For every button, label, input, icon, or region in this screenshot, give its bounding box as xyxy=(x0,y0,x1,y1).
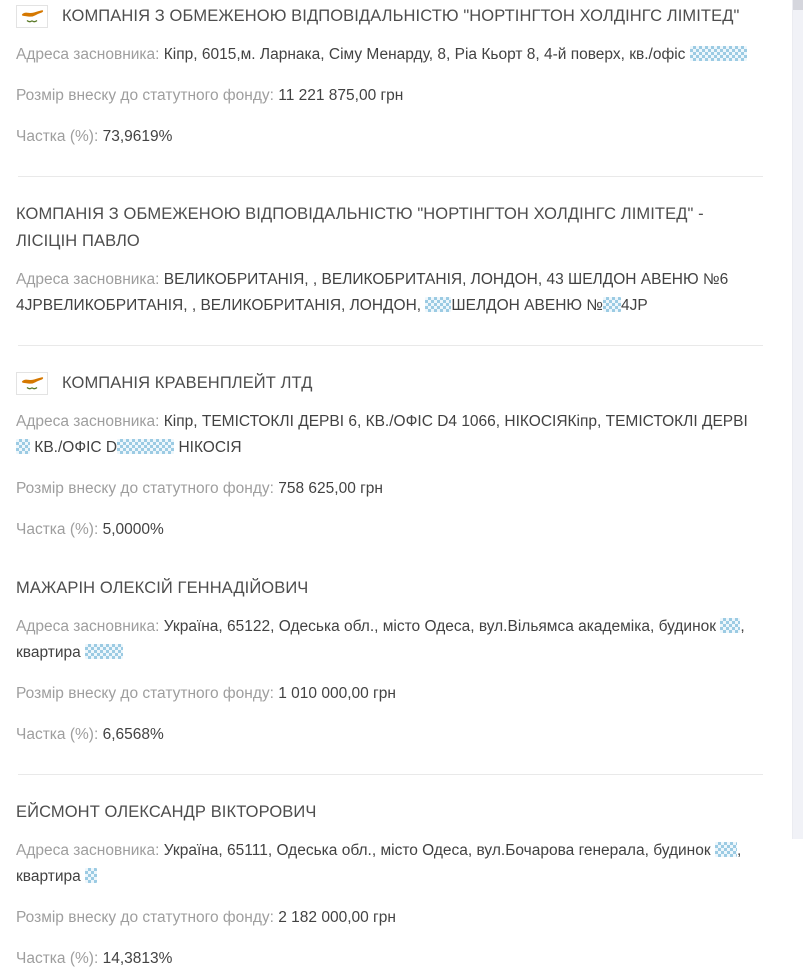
founder-title-row xyxy=(16,201,763,255)
share-label: Частка (%): xyxy=(16,521,103,538)
redacted-block xyxy=(720,618,740,633)
redacted-block xyxy=(85,868,97,883)
founder-address-field xyxy=(16,409,763,461)
contribution-label: Розмір внеску до статутного фонду: xyxy=(16,685,279,702)
founder-share-value: 73,9619% xyxy=(102,128,173,145)
founder-address-value: Україна, 65111, Одеська обл., місто Одеса, вул.Бочарова генерала, будинок , квартира xyxy=(16,842,742,885)
founder-name: МАЖАРІН ОЛЕКСІЙ ГЕННАДІЙОВИЧ xyxy=(16,579,309,597)
founder-contribution-field xyxy=(16,681,763,707)
founder-share-value: 5,0000% xyxy=(102,521,164,538)
scrollbar-track[interactable] xyxy=(792,0,803,839)
founder-name: КОМПАНІЯ З ОБМЕЖЕНОЮ ВІДПОВІДАЛЬНІСТЮ "НОРТІНГТОН ХОЛДІНГС ЛІМІТЕД" - ЛІСІЦІН ПАВЛО xyxy=(16,205,704,250)
founder-share-field xyxy=(16,722,763,748)
address-label: Адреса засновника: xyxy=(16,271,164,288)
founder-contribution-field xyxy=(16,476,763,502)
founder-contribution-field xyxy=(16,83,763,109)
scrollbar-thumb[interactable] xyxy=(793,0,803,10)
founder-share-field xyxy=(16,124,763,150)
founder-contribution-value: 1 010 000,00 грн xyxy=(278,685,396,702)
redacted-block xyxy=(85,644,123,659)
founder-name: ЕЙСМОНТ ОЛЕКСАНДР ВІКТОРОВИЧ xyxy=(16,803,317,821)
address-label: Адреса засновника: xyxy=(16,842,164,859)
founder-address-field xyxy=(16,614,763,666)
address-label: Адреса засновника: xyxy=(16,46,164,63)
contribution-label: Розмір внеску до статутного фонду: xyxy=(16,87,279,104)
founder-address-field xyxy=(16,42,763,68)
founder-title-row xyxy=(16,3,763,30)
founder-address-value: Кіпр, ТЕМІСТОКЛІ ДЕРВІ 6, КВ./ОФІС D4 1066, НІКОСІЯКіпр, ТЕМІСТОКЛІ ДЕРВІ КВ./ОФІС D НІКОСІЯ xyxy=(16,413,748,456)
founder-contribution-value: 2 182 000,00 грн xyxy=(278,909,396,926)
founder-title-row xyxy=(16,575,763,602)
founder-contribution-field xyxy=(16,905,763,931)
share-label: Частка (%): xyxy=(16,726,103,743)
founder-entry xyxy=(16,3,763,150)
contribution-label: Розмір внеску до статутного фонду: xyxy=(16,480,279,497)
founder-contribution-value: 758 625,00 грн xyxy=(278,480,383,497)
founder-name: КОМПАНІЯ КРАВЕНПЛЕЙТ ЛТД xyxy=(62,374,313,392)
founder-contribution-value: 11 221 875,00 грн xyxy=(278,87,404,104)
share-label: Частка (%): xyxy=(16,950,103,967)
founder-entry xyxy=(16,201,763,319)
founder-title-row xyxy=(16,799,763,826)
founder-share-value: 6,6568% xyxy=(102,726,164,743)
founder-share-field xyxy=(16,517,763,543)
redacted-block xyxy=(16,439,30,454)
contribution-label: Розмір внеску до статутного фонду: xyxy=(16,909,279,926)
redacted-block xyxy=(690,46,747,61)
entry-divider xyxy=(18,176,763,177)
redacted-block xyxy=(603,297,621,312)
redacted-block xyxy=(715,842,737,857)
founder-address-field xyxy=(16,267,763,319)
founder-address-field xyxy=(16,838,763,890)
redacted-block xyxy=(117,439,174,454)
founder-title-row xyxy=(16,370,763,397)
founder-share-value: 14,3813% xyxy=(102,950,173,967)
founder-name: КОМПАНІЯ З ОБМЕЖЕНОЮ ВІДПОВІДАЛЬНІСТЮ "НОРТІНГТОН ХОЛДІНГС ЛІМІТЕД" xyxy=(62,7,740,25)
founder-share-field xyxy=(16,946,763,972)
founder-address-value: Кіпр, 6015,м. Ларнака, Сіму Менарду, 8, Ріа Кьорт 8, 4-й поверх, кв./офіс xyxy=(164,46,747,63)
redacted-block xyxy=(425,297,451,312)
share-label: Частка (%): xyxy=(16,128,103,145)
entry-divider xyxy=(18,774,763,775)
entry-divider xyxy=(18,345,763,346)
cyprus-flag-icon xyxy=(16,372,48,395)
cyprus-flag-icon xyxy=(16,5,48,28)
founder-entry xyxy=(16,575,763,748)
founder-entry xyxy=(16,370,763,543)
address-label: Адреса засновника: xyxy=(16,618,164,635)
founder-address-value: Україна, 65122, Одеська обл., місто Одеса, вул.Вільямса академіка, будинок , квартира xyxy=(16,618,745,661)
address-label: Адреса засновника: xyxy=(16,413,164,430)
founder-entry xyxy=(16,799,763,972)
founder-address-value: ВЕЛИКОБРИТАНІЯ, , ВЕЛИКОБРИТАНІЯ, ЛОНДОН, 43 ШЕЛДОН АВЕНЮ №6 4JPВЕЛИКОБРИТАНІЯ, , ВЕЛИКОБРИТАНІЯ, ЛОНДОН, ШЕЛДОН АВЕНЮ № 4JP xyxy=(16,271,729,314)
